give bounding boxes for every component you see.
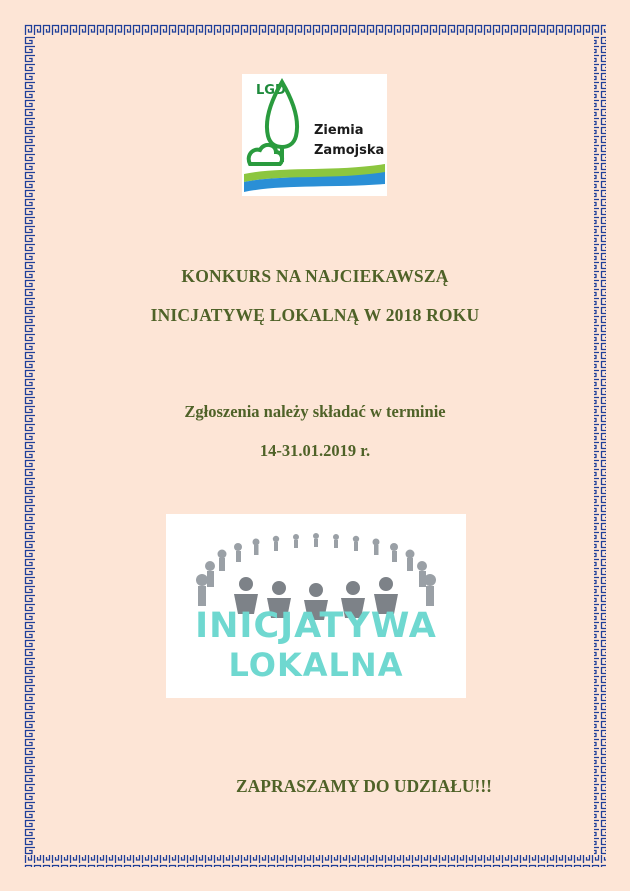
submission-dates: 14-31.01.2019 r. (259, 441, 371, 460)
contest-title-line-1: KONKURS NA NAJCIEKAWSZĄ (181, 266, 449, 286)
initiative-subtitle: LOKALNA (228, 646, 404, 684)
logo-text-ziemia: Ziemia (314, 123, 364, 138)
logo-letter-l: LGD (256, 83, 286, 98)
invitation-text: ZAPRASZAMY DO UDZIAŁU!!! (236, 776, 493, 796)
contest-title-line-2: INICJATYWĘ LOKALNĄ W 2018 ROKU (150, 305, 480, 325)
lgd-ziemia-zamojska-logo (242, 74, 387, 196)
inicjatywa-lokalna-logo (166, 514, 466, 698)
submission-info: Zgłoszenia należy składać w terminie (184, 402, 446, 421)
initiative-title: INICJATYWA (195, 606, 437, 646)
tree-and-river-icon (242, 74, 387, 196)
logo-text-zamojska: Zamojska (314, 143, 385, 158)
